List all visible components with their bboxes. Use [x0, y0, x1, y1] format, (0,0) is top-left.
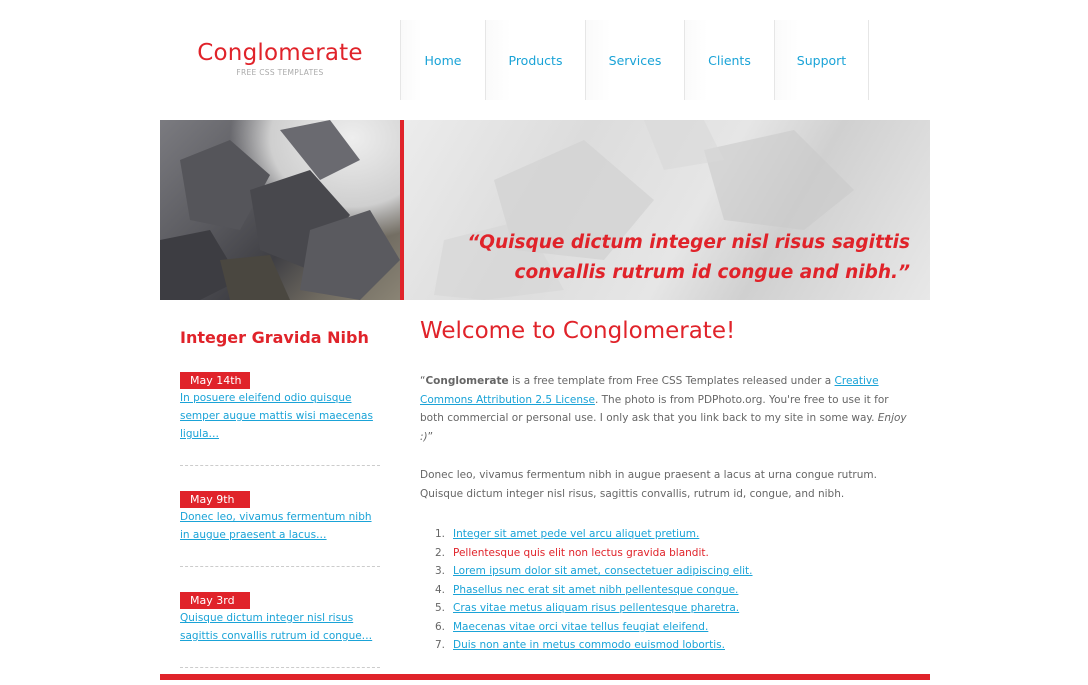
list-item: [435, 599, 910, 618]
news-date: May 3rd: [180, 592, 250, 609]
news-date: May 14th: [180, 372, 250, 389]
news-link[interactable]: Quisque dictum integer nisl risus sagittis convallis rutrum id congue…: [180, 612, 373, 642]
main-nav: [400, 20, 869, 100]
list-number: 2.: [435, 546, 446, 559]
intro-paragraph: [420, 372, 910, 446]
list-link[interactable]: Duis non ante in metus commodo euismod lobortis.: [453, 639, 725, 651]
news-item: [180, 369, 380, 466]
banner: [160, 120, 930, 300]
logo-subtitle: FREE CSS TEMPLATES: [236, 68, 324, 77]
news-item: [180, 488, 380, 567]
list-link[interactable]: Cras vitae metus aliquam risus pellentesque pharetra.: [453, 602, 740, 614]
close-quote: ”: [427, 430, 434, 443]
page-title: Welcome to Conglomerate!: [420, 318, 736, 344]
list-item: [435, 544, 910, 563]
links-list: [420, 525, 910, 655]
enjoy-text: Enjoy :): [420, 412, 907, 443]
list-number: 6.: [435, 620, 446, 633]
license-link[interactable]: Creative Commons Attribution 2.5 License: [420, 375, 879, 406]
list-link[interactable]: Phasellus nec erat sit amet nibh pellentesque congue.: [453, 583, 739, 596]
list-link[interactable]: Lorem ipsum dolor sit amet, consectetuer adipiscing elit.: [453, 565, 753, 577]
list-item: [435, 581, 910, 600]
rock-photo-graphic: [160, 120, 400, 300]
list-number: 1.: [435, 528, 446, 540]
logo[interactable]: [160, 20, 400, 100]
sidebar: [180, 328, 380, 668]
list-link[interactable]: Maecenas vitae orci vitae tellus feugiat eleifend.: [453, 620, 709, 633]
list-link[interactable]: Integer sit amet pede vel arcu aliquet pretium.: [453, 528, 700, 540]
open-quote: “: [420, 375, 426, 387]
list-number: 7.: [435, 639, 446, 651]
news-link[interactable]: In posuere eleifend odio quisque semper augue mattis wisi maecenas ligula…: [180, 392, 373, 440]
list-item: [435, 562, 910, 581]
footer-rule: [160, 674, 930, 680]
list-item: [435, 525, 910, 544]
list-number: 4.: [435, 583, 446, 596]
nav-item-home[interactable]: Home: [400, 20, 485, 100]
main-content: [420, 318, 910, 655]
intro-text-2: . The photo is from PDPhoto.org. You're free to use it for both commercial or personal use. I only ask that you link back to my site in some way.: [420, 393, 889, 424]
body-paragraph: Donec leo, vivamus fermentum nibh in augue praesent a lacus at urna congue rutrum. Quisque dictum integer nisl risus, sagittis convallis, rutrum id, congue, and nibh.: [420, 469, 877, 500]
nav-item-products[interactable]: Products: [485, 20, 585, 100]
news-date: May 9th: [180, 491, 250, 508]
intro-text-1: is a free template from Free CSS Templates released under a: [508, 375, 835, 387]
nav-item-support[interactable]: Support: [774, 20, 869, 100]
news-link[interactable]: Donec leo, vivamus fermentum nibh in augue praesent a lacus…: [180, 511, 372, 541]
banner-photo: [160, 120, 400, 300]
list-number: 3.: [435, 565, 446, 577]
list-number: 5.: [435, 602, 446, 614]
brand-name: Conglomerate: [425, 375, 509, 387]
nav-item-clients[interactable]: Clients: [684, 20, 774, 100]
list-item: [435, 618, 910, 637]
list-link-active[interactable]: Pellentesque quis elit non lectus gravida blandit.: [453, 546, 709, 559]
sidebar-title: Integer Gravida Nibh: [180, 328, 369, 347]
logo-title: Conglomerate: [197, 40, 363, 66]
news-item: [180, 589, 380, 668]
banner-quote: “Quisque dictum integer nisl risus sagittis convallis rutrum id congue and nibh.”: [467, 232, 910, 283]
nav-item-services[interactable]: Services: [585, 20, 684, 100]
list-item: [435, 636, 910, 655]
